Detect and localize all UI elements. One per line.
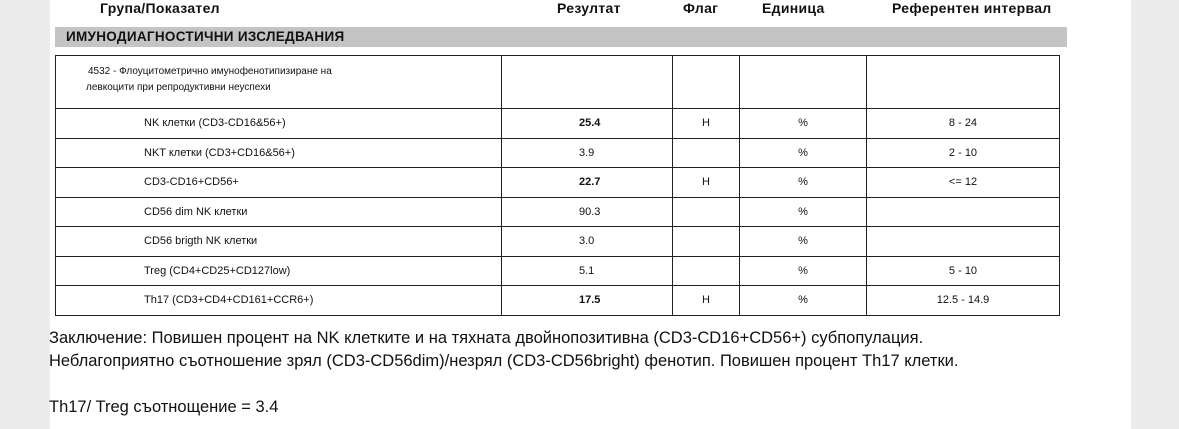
empty-cell bbox=[673, 56, 740, 109]
row-unit: % bbox=[740, 197, 867, 227]
test-name-line1: 4532 - Флоуцитометрично имунофенотипизиране на bbox=[88, 66, 332, 77]
row-unit: % bbox=[740, 109, 867, 139]
th17-treg-ratio: Th17/ Treg съотнощение = 3.4 bbox=[49, 398, 279, 416]
row-flag bbox=[673, 227, 740, 257]
row-result: 22.7 bbox=[502, 168, 673, 198]
row-flag bbox=[673, 138, 740, 168]
row-result: 3.9 bbox=[502, 138, 673, 168]
empty-cell bbox=[502, 56, 673, 109]
table-row bbox=[56, 256, 1060, 286]
row-unit: % bbox=[740, 227, 867, 257]
row-result: 90.3 bbox=[502, 197, 673, 227]
row-reference: 2 - 10 bbox=[867, 138, 1060, 168]
row-name: NK клетки (CD3-CD16&56+) bbox=[56, 109, 502, 139]
header-flag: Флаг bbox=[683, 0, 719, 16]
header-result: Резултат bbox=[557, 0, 621, 16]
row-name: Treg (CD4+CD25+CD127low) bbox=[56, 256, 502, 286]
test-name-cell bbox=[56, 56, 502, 109]
row-reference: 5 - 10 bbox=[867, 256, 1060, 286]
row-reference: 12.5 - 14.9 bbox=[867, 286, 1060, 316]
row-result: 17.5 bbox=[502, 286, 673, 316]
table-row bbox=[56, 168, 1060, 198]
row-unit: % bbox=[740, 168, 867, 198]
table-row bbox=[56, 227, 1060, 257]
test-name-line2: левкоцити при репродуктивни неуспехи bbox=[86, 82, 271, 93]
table-row bbox=[56, 197, 1060, 227]
row-flag: H bbox=[673, 168, 740, 198]
empty-cell bbox=[867, 56, 1060, 109]
row-reference bbox=[867, 227, 1060, 257]
row-unit: % bbox=[740, 286, 867, 316]
row-reference bbox=[867, 197, 1060, 227]
row-unit: % bbox=[740, 138, 867, 168]
row-name: CD56 brigth NK клетки bbox=[56, 227, 502, 257]
test-header-row bbox=[56, 56, 1060, 109]
row-flag bbox=[673, 197, 740, 227]
row-flag: H bbox=[673, 109, 740, 139]
header-unit: Единица bbox=[762, 0, 825, 16]
table-row bbox=[56, 286, 1060, 316]
row-result: 25.4 bbox=[502, 109, 673, 139]
header-group: Група/Показател bbox=[100, 0, 220, 16]
row-name: Th17 (CD3+CD4+CD161+CCR6+) bbox=[56, 286, 502, 316]
conclusion-line2: Неблагоприятно съотношение зрял (CD3-CD56dim)/незрял (CD3-CD56bright) фенотип. Повишен процент Th17 клетки. bbox=[49, 352, 959, 370]
row-result: 3.0 bbox=[502, 227, 673, 257]
row-unit: % bbox=[740, 256, 867, 286]
section-bar bbox=[55, 27, 1067, 47]
row-flag: H bbox=[673, 286, 740, 316]
table-row bbox=[56, 109, 1060, 139]
row-name: CD56 dim NK клетки bbox=[56, 197, 502, 227]
results-table bbox=[55, 55, 1060, 316]
row-result: 5.1 bbox=[502, 256, 673, 286]
section-title: ИМУНОДИАГНОСТИЧНИ ИЗСЛЕДВАНИЯ bbox=[66, 29, 345, 44]
header-reference: Референтен интервал bbox=[892, 0, 1052, 16]
table-row bbox=[56, 138, 1060, 168]
row-name: CD3-CD16+CD56+ bbox=[56, 168, 502, 198]
row-name: NKT клетки (CD3+CD16&56+) bbox=[56, 138, 502, 168]
empty-cell bbox=[740, 56, 867, 109]
conclusion-line1: Заключение: Повишен процент на NK клетките и на тяхната двойнопозитивна (CD3-CD16+CD56+) субпопулация. bbox=[49, 329, 924, 347]
row-reference: 8 - 24 bbox=[867, 109, 1060, 139]
row-reference: <= 12 bbox=[867, 168, 1060, 198]
row-flag bbox=[673, 256, 740, 286]
